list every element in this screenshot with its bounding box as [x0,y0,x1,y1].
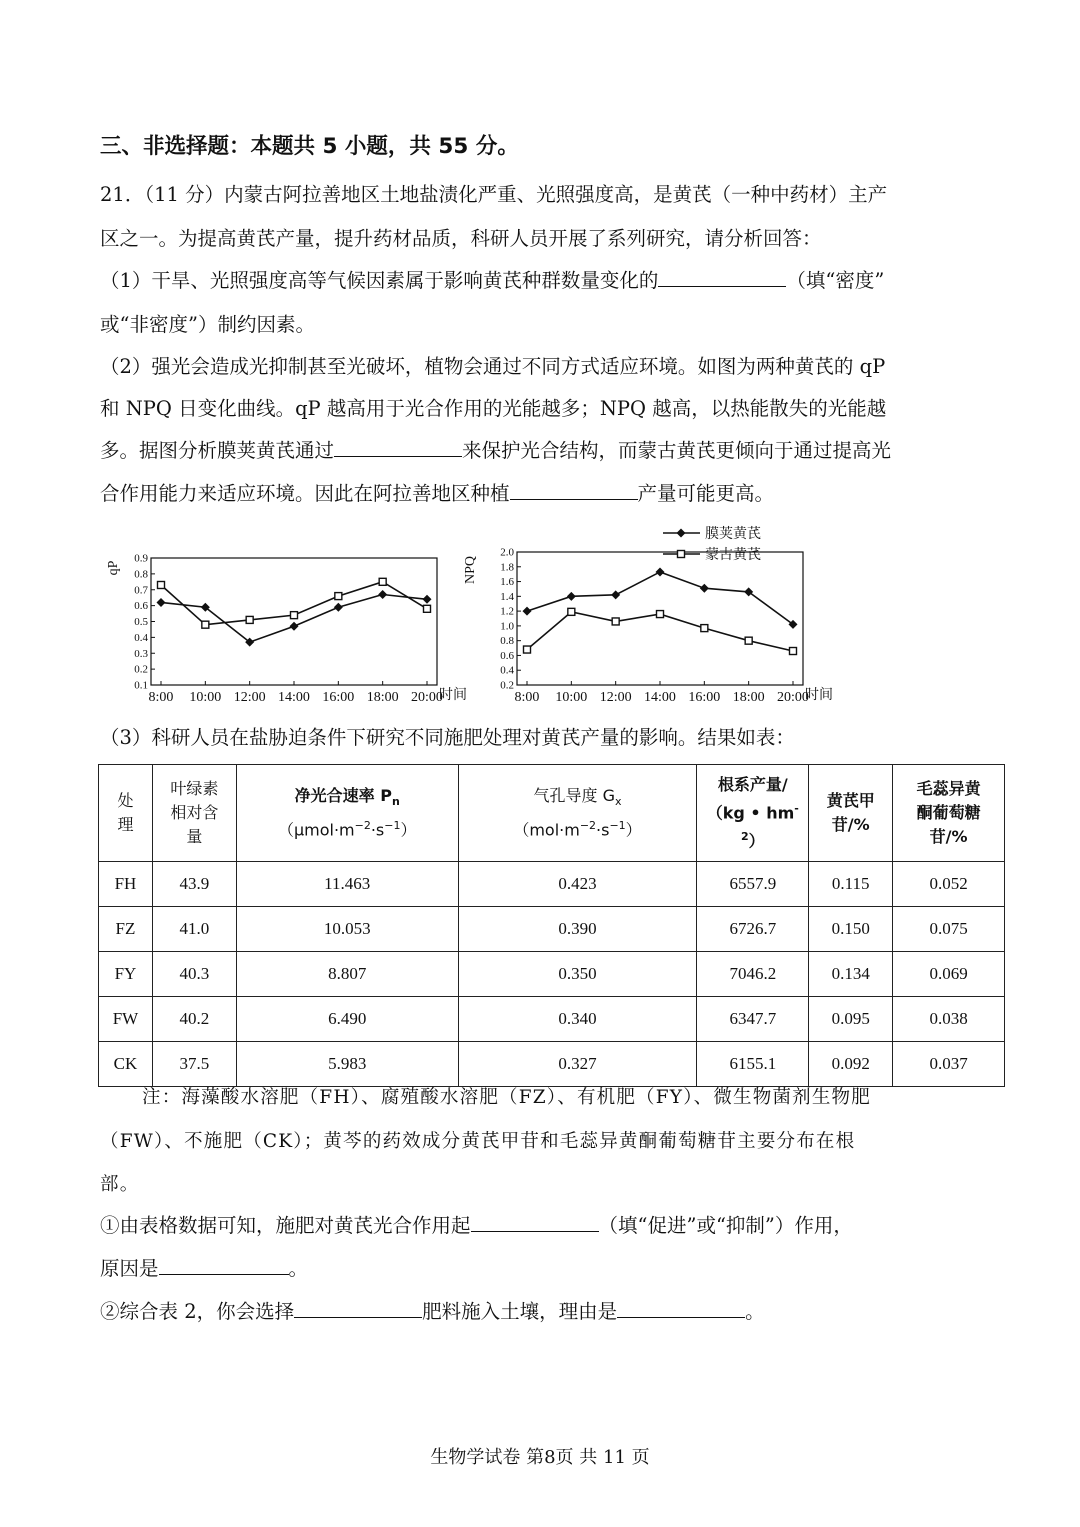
x-tick-label: 18:00 [366,690,399,705]
qp-chart [105,520,475,710]
cell-gs: 0.390 [458,907,697,952]
cell-chlorophyll: 40.2 [152,997,236,1042]
part2-line3 [100,438,984,464]
y-tick-label: 1.4 [500,590,514,603]
y-tick-label: 0.1 [134,679,148,692]
data-point [290,622,299,631]
data-point [611,590,620,599]
x-tick-label: 12:00 [233,690,266,705]
part2-text-d: 产量可能更高。 [637,482,775,505]
cell-pn: 6.490 [236,997,458,1042]
part1-line1 [100,268,984,294]
part2-text-b: 来保护光合结构，而蒙古黄芪更倾向于通过提高光 [462,439,892,462]
data-point [790,648,797,655]
cell-pn: 8.807 [236,952,458,997]
cell-treatment: FH [99,862,153,907]
data-point [423,595,432,604]
x-tick-label: 20:00 [411,690,443,705]
answer-blank-3[interactable] [510,481,638,500]
header-root-yield: 根系产量/ （kg • $hm^{-2}$） [697,765,809,862]
legend-diamond-marker [677,529,686,538]
subquestion-2-line [100,1299,984,1325]
cell-treatment: FW [99,997,153,1042]
data-point [700,584,709,593]
table-row [99,952,1005,997]
y-tick-label: 1.6 [500,576,514,589]
data-point [524,646,531,653]
section-title: 三、非选择题：本题共 5 小题，共 55 分。 [100,134,519,159]
answer-blank-6[interactable] [294,1299,422,1318]
x-tick-label: 18:00 [732,690,765,705]
answer-blank-1[interactable] [658,268,786,287]
x-tick-label: 14:00 [644,690,676,705]
data-point [567,592,576,601]
cell-chlorophyll: 41.0 [152,907,236,952]
y-axis-label: qP [106,560,121,576]
cell-astragaloside: 0.115 [809,862,893,907]
table-row [99,997,1005,1042]
answer-blank-7[interactable] [617,1299,745,1318]
plot-frame [151,558,437,685]
cell-gs: 0.350 [458,952,697,997]
y-tick-label: 0.8 [134,568,148,581]
part1-text-b: （填“密度” [786,269,885,292]
subquestion-1-text-c: 原因是 [100,1257,159,1280]
data-point [745,637,752,644]
data-point [656,567,665,576]
data-point [335,593,342,600]
part2-line4 [100,481,984,507]
header-chlorophyll: 叶绿素 相对含 量 [152,765,236,862]
cell-chlorophyll: 40.3 [152,952,236,997]
x-axis-label: 时间 [805,688,833,703]
y-tick-label: 0.6 [134,600,148,613]
y-tick-label: 0.8 [500,635,514,648]
table-note-line2: （FW）、不施肥（CK）；黄芩的药效成分黄芪甲苷和毛蕊异黄酮葡萄糖苷主要分布在根 [100,1131,856,1152]
page-footer: 生物学试卷 第8页 共 11 页 [430,1447,650,1468]
question-intro-line1: 21．（11 分）内蒙古阿拉善地区土地盐渍化严重、光照强度高，是黄芪（一种中药材）主产 [100,183,888,206]
data-point [158,581,165,588]
legend-label: 蒙古黄芪 [705,548,761,563]
cell-calycosin: 0.069 [893,952,1005,997]
x-tick-label: 12:00 [599,690,632,705]
part2-text-a: 多。据图分析膜荚黄芪通过 [100,439,335,462]
x-tick-label: 8:00 [514,690,540,705]
y-tick-label: 0.4 [500,664,514,677]
cell-chlorophyll: 37.5 [152,1042,236,1087]
data-point [291,612,298,619]
cell-gs: 0.340 [458,997,697,1042]
cell-chlorophyll: 43.9 [152,862,236,907]
data-point [202,621,209,628]
subquestion-1-text-a: ①由表格数据可知，施肥对黄芪光合作用起 [100,1214,471,1237]
cell-gs: 0.327 [458,1042,697,1087]
y-tick-label: 0.3 [134,647,148,660]
data-point [157,598,166,607]
data-point [378,590,387,599]
subquestion-1-text-b: （填“促进”或“抑制”）作用， [598,1214,853,1237]
table-note-line3: 部。 [100,1174,140,1195]
cell-treatment: CK [99,1042,153,1087]
header-treatment: 处 理 [99,765,153,862]
header-astragaloside: 黄芪甲 苷/% [809,765,893,862]
cell-gs: 0.423 [458,862,697,907]
data-point [568,608,575,615]
y-tick-label: 0.5 [134,616,148,628]
cell-root-yield: 6155.1 [697,1042,809,1087]
answer-blank-2[interactable] [334,438,462,457]
subquestion-2-text-b: 肥料施入土壤，理由是 [422,1300,618,1323]
legend-label: 膜荚黄芪 [705,527,761,542]
part2-text-c: 合作用能力来适应环境。因此在阿拉善地区种植 [100,482,510,505]
x-tick-label: 8:00 [148,690,174,705]
cell-pn: 10.053 [236,907,458,952]
table-row [99,907,1005,952]
x-tick-label: 10:00 [555,690,588,705]
cell-pn: 5.983 [236,1042,458,1087]
header-calycosin: 毛蕊异黄 酮葡萄糖 苷/% [893,765,1005,862]
y-tick-label: 0.2 [500,679,514,692]
answer-blank-4[interactable] [471,1213,599,1232]
data-point [612,618,619,625]
data-point [246,616,253,623]
cell-root-yield: 6557.9 [697,862,809,907]
y-tick-label: 1.8 [500,561,514,574]
subquestion-2-text-c: 。 [745,1300,765,1323]
y-tick-label: 1.2 [500,605,514,618]
data-point [657,611,664,618]
x-axis-label: 时间 [439,688,467,703]
cell-root-yield: 6347.7 [697,997,809,1042]
fertilizer-table [98,764,1005,1087]
answer-blank-5[interactable] [159,1256,289,1275]
cell-root-yield: 7046.2 [697,952,809,997]
y-tick-label: 0.2 [134,663,148,676]
part1-line2: 或“非密度”）制约因素。 [100,313,315,336]
y-tick-label: 0.7 [134,584,148,597]
cell-astragaloside: 0.092 [809,1042,893,1087]
y-tick-label: 2.0 [500,546,514,559]
x-tick-label: 20:00 [777,690,809,705]
cell-astragaloside: 0.134 [809,952,893,997]
y-tick-label: 1.0 [500,620,514,633]
header-gs: 气孔导度 $G_x$ $(mol\cdot m^{-2}\cdot s^{-1})$ [458,765,697,862]
table-row [99,862,1005,907]
header-pn: 净光合速率 $P_n$ $(\mu mol\cdot m^{-2}\cdot s^{-1})$ [236,765,458,862]
x-tick-label: 10:00 [189,690,222,705]
cell-calycosin: 0.075 [893,907,1005,952]
y-tick-label: 0.4 [134,631,148,644]
legend-square-marker [678,551,685,558]
y-tick-label: 0.6 [500,649,514,662]
subquestion-2-text-a: ②综合表 2，你会选择 [100,1300,295,1323]
x-tick-label: 16:00 [322,690,355,705]
cell-astragaloside: 0.150 [809,907,893,952]
subquestion-1-line2 [100,1256,984,1282]
cell-pn: 11.463 [236,862,458,907]
y-axis-label: NPQ [463,555,478,585]
part2-line1: （2）强光会造成光抑制甚至光破坏，植物会通过不同方式适应环境。如图为两种黄芪的 qP [100,355,886,378]
cell-calycosin: 0.038 [893,997,1005,1042]
subquestion-1-line1 [100,1213,984,1239]
subquestion-1-text-d: 。 [288,1257,309,1280]
data-point [701,625,708,632]
cell-treatment: FY [99,952,153,997]
data-point [424,605,431,612]
cell-treatment: FZ [99,907,153,952]
x-tick-label: 16:00 [688,690,721,705]
cell-calycosin: 0.052 [893,862,1005,907]
x-tick-label: 14:00 [278,690,310,705]
data-point [379,578,386,585]
question-intro-line2: 区之一。为提高黄芪产量，提升药材品质，科研人员开展了系列研究，请分析回答： [100,227,822,250]
table-note-line1: 注：海藻酸水溶肥（FH）、腐殖酸水溶肥（FZ）、有机肥（FY）、微生物菌剂生物肥 [142,1087,871,1108]
cell-root-yield: 6726.7 [697,907,809,952]
part3-line1: （3）科研人员在盐胁迫条件下研究不同施肥处理对黄芪产量的影响。结果如表： [100,726,795,749]
part2-line2: 和 NPQ 日变化曲线。qP 越高用于光合作用的光能越多；NPQ 越高，以热能散失的光能越 [100,397,887,420]
data-point [523,607,532,616]
data-point [334,603,343,612]
cell-astragaloside: 0.095 [809,997,893,1042]
y-tick-label: 0.9 [134,552,148,565]
part1-text-a: （1）干旱、光照强度高等气候因素属于影响黄芪种群数量变化的 [100,269,659,292]
cell-calycosin: 0.037 [893,1042,1005,1087]
npq-chart [460,520,860,710]
